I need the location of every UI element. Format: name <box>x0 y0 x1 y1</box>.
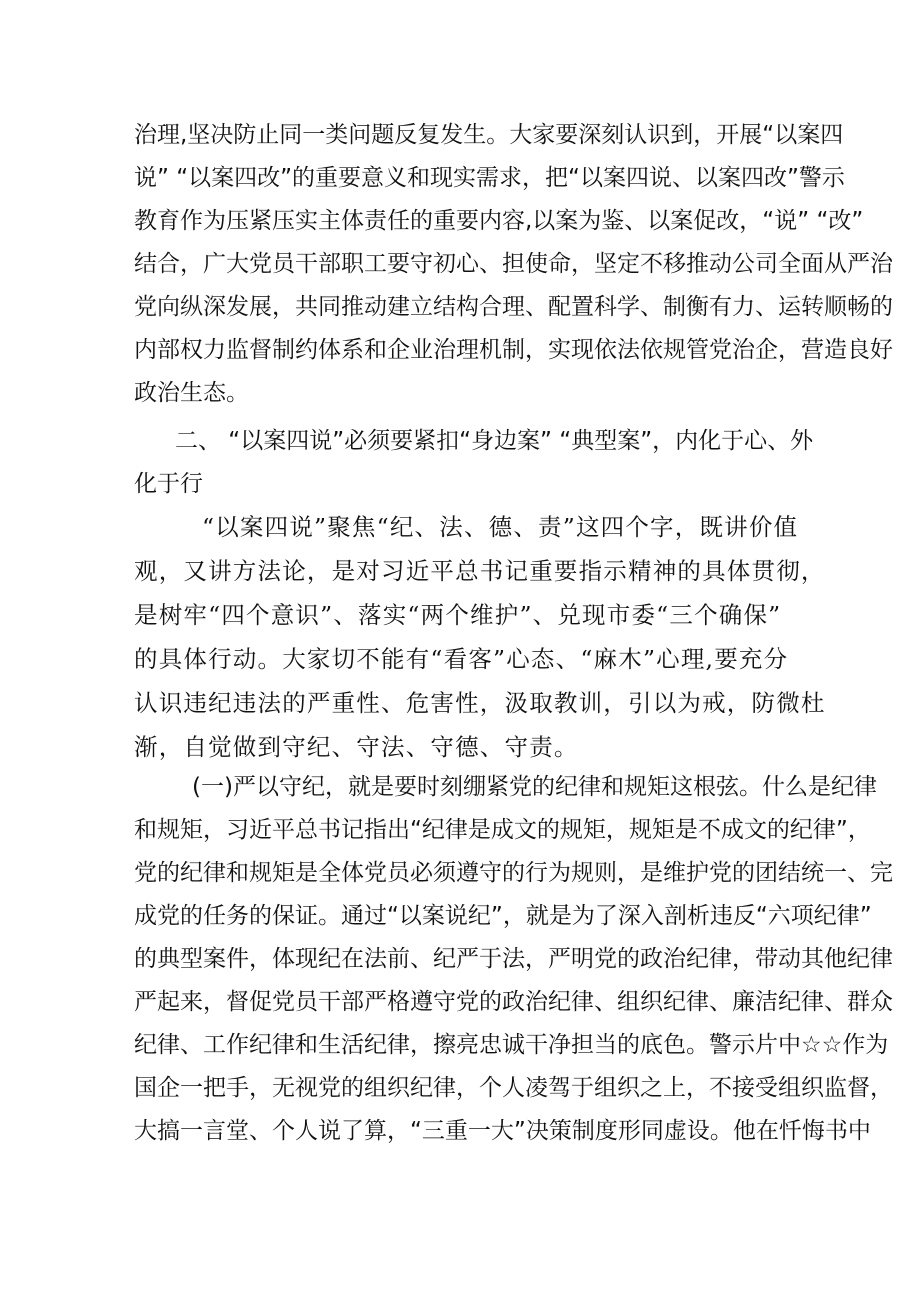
heading-line: 化于行 <box>134 471 203 497</box>
text-line: 教育作为压紧压实主体责任的重要内容,以案为鉴、以案促改，“说” “改” <box>134 208 864 234</box>
text-line: 观，又讲方法论，是对习近平总书记重要指示精神的具体贯彻， <box>134 557 826 585</box>
text-line: 治理,坚决防止同一类问题反复发生。大家要深刻认识到，开展“以案四 <box>134 122 844 148</box>
text-line: 政治生态。 <box>134 380 249 406</box>
text-line: 大搞一言堂、个人说了算，“三重一大”决策制度形同虚设。他在忏悔书中 <box>134 1118 871 1144</box>
text-line: 是树牢“四个意识”、落实“两个维护”、兑现市委“三个确保” <box>134 601 782 629</box>
text-line: 纪律、工作纪律和生活纪律，擦亮忠诚干净担当的底色。警示片中☆☆作为 <box>134 1032 889 1058</box>
text-line: 的典型案件，体现纪在法前、纪严于法，严明党的政治纪律，带动其他纪律 <box>134 946 893 972</box>
text-line: 严起来，督促党员干部严格遵守党的政治纪律、组织纪律、廉洁纪律、群众 <box>134 989 893 1015</box>
text-line: 说” “以案四改”的重要意义和现实需求，把“以案四说、以案四改”警示 <box>134 165 845 191</box>
text-line: 内部权力监督制约体系和企业治理机制，实现依法依规管党治企，营造良好 <box>134 337 893 363</box>
text-line: 认识违纪违法的严重性、危害性，汲取教训，引以为戒，防微杜 <box>134 689 826 717</box>
text-line: 成党的任务的保证。通过“以案说纪”，就是为了深入剖析违反“六项纪律” <box>134 903 872 929</box>
heading-line: 二、 “以案四说”必须要紧扣“身边案” “典型案”，内化于心、外 <box>175 428 814 454</box>
text-line: (一)严以守纪，就是要时刻绷紧党的纪律和规矩这根弦。什么是纪律 <box>192 774 877 800</box>
text-line: 和规矩，习近平总书记指出“纪律是成文的规矩，规矩是不成文的纪律”， <box>134 817 871 843</box>
text-line: 国企一把手，无视党的组织纪律，个人凌驾于组织之上，不接受组织监督， <box>134 1075 893 1101</box>
text-line: 党的纪律和规矩是全体党员必须遵守的行为规则，是维护党的团结统一、完 <box>134 860 893 886</box>
text-line: 结合，广大党员干部职工要守初心、担使命，坚定不移推动公司全面从严治 <box>134 251 893 277</box>
text-line: 的具体行动。大家切不能有“看客”心态、“麻木”心理,要充分 <box>134 645 789 673</box>
text-line: 渐，自觉做到守纪、守法、守德、守责。 <box>134 733 579 761</box>
text-line: “以案四说”聚焦“纪、法、德、责”这四个字，既讲价值 <box>202 513 799 541</box>
text-line: 党向纵深发展，共同推动建立结构合理、配置科学、制衡有力、运转顺畅的 <box>134 294 893 320</box>
